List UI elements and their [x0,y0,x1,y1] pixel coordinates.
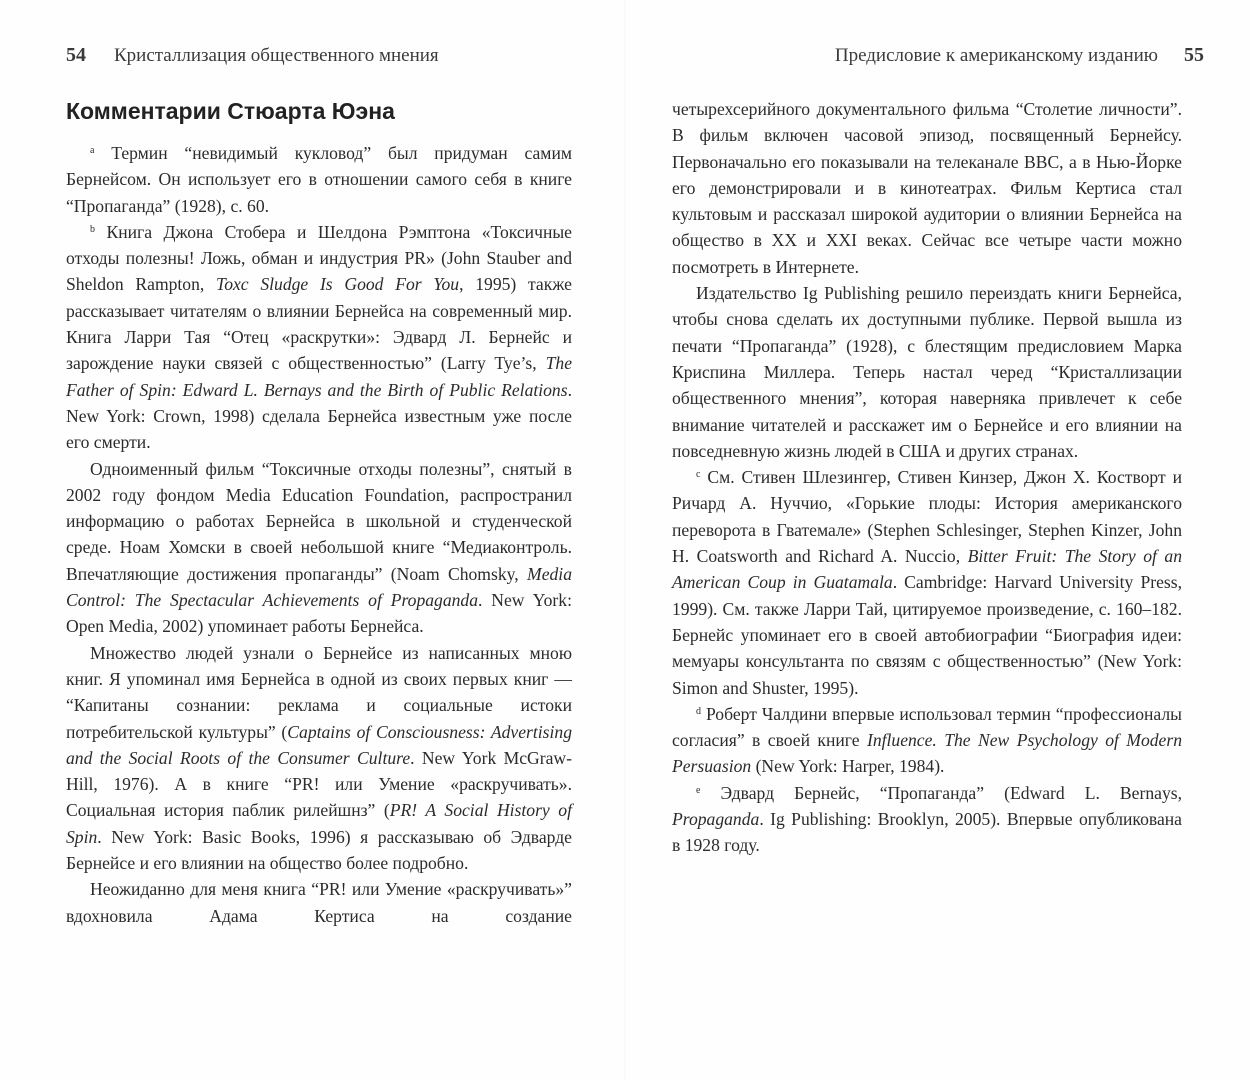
note-a [66,140,572,219]
right-body-text [672,96,1182,859]
paragraph-film-title: Media Control: The Spectacular Achievements of Propaganda [66,563,572,611]
paragraph-continuation [672,96,1182,280]
paragraph-film-text-2: . New York: Open Media, 2002) упоминает работы Бернейса. [66,590,572,637]
paragraph-unexpected-text: Неожиданно для меня книга “PR! или Умение «раскручивать»” вдохновила Адама Кертиса на создание [66,879,572,926]
paragraph-many-title-1: Captains of Consciousness: Advertising and the Social Roots of the Consumer Culture [66,721,572,768]
note-e [672,780,1182,859]
paragraph-film-text-1: Одноименный фильм “Токсичные отходы полезны”, снятый в 2002 году фондом Media Education Foundation, распространил информацию о работах Бернейса в школьной и студенческой среде. Ноам Хомски в своей небольшой книге “Медиаконтроль. Впечатляющие достижения пропаганды” (Noam Chomsky, [66,458,572,584]
note-marker-c: c [696,469,701,481]
paragraph-unexpected [66,876,572,929]
note-c-text-1: См. Стивен Шлезингер, Стивен Кинзер, Джон Х. Костворт и Ричард А. Нуччио, «Горькие плоды: История американского переворота в Гватемале» (Stephen Schlesinger, Stephen Kinzer, John H. Coatsworth and Richard A. Nuccio, [672,467,1182,567]
note-d-title: Influence. The New Psychology of Modern Persuasion [672,730,1182,777]
note-d-text-1: Роберт Чалдини впервые использовал термин “профессионалы согласия” в своей книге [672,703,1182,751]
note-b-text-2: , 1995) также рассказывает читателям о влиянии Бернейса на современный мир. Книга Ларри Тая “Отец «раскрутки»: Эдвард Л. Бернейс и зарождение науки связей с общественностью” (Larry Tye’s, [66,274,572,374]
paragraph-publisher-text: Издательство Ig Publishing решило переиздать книги Бернейса, чтобы снова сделать их доступными публике. Первой вышла из печати “Пропаганда” (1928), с блестящим предисловием Марка Криспина Миллера. Теперь настал черед “Кристаллизации общественного мнения”, которая наверняка привлечет к себе внимание читателей и расскажет им о Бернейсе и его влиянии на повседневную жизнь людей в США и других странах. [672,283,1182,461]
note-marker-b: b [90,223,95,235]
note-e-text-1: Эдвард Бернейс, “Пропаганда” (Edward L. Bernays, [720,782,1182,803]
section-title: Комментарии Стюарта Юэна [66,98,395,124]
paragraph-many-title-2: PR! A Social History of Spin [66,800,572,847]
note-e-text-2: . Ig Publishing: Brooklyn, 2005). Впервые опубликована в 1928 году. [672,809,1182,856]
note-c [672,464,1182,701]
note-marker-d: d [696,705,701,717]
note-marker-e: e [696,784,701,796]
left-page-number: 54 [66,44,86,66]
note-marker-a: a [90,145,95,156]
note-e-title: Propaganda [672,809,760,830]
note-b-title-1: Toxc Sludge Is Good For You [216,274,460,295]
right-running-header [835,44,1204,67]
note-c-title: Bitter Fruit: The Story of an American Coup in Guatamala [672,546,1182,593]
left-body-text [66,140,572,929]
note-a-text: Термин “невидимый кукловод” был придуман самим Бернейсом. Он использует его в отношении самого себя в книге “Пропаганда” (1928), с. 60. [66,143,572,216]
right-running-head: Предисловие к американскому изданию [834,45,1158,66]
note-c-text-2: . Cambridge: Harvard University Press, 1999). См. также Ларри Тай, цитируемое произведение, с. 160–182. Бернейс упоминает его в своей автобиографии “Биография идеи: мемуары консультанта по связям с общественностью” (New York: Simon and Shuster, 1995). [672,572,1183,698]
note-d [672,701,1182,780]
left-running-head: Кристаллизация общественного мнения [114,45,439,66]
paragraph-many-text-3: . New York: Basic Books, 1996) я рассказываю об Эдварде Бернейсе и его влиянии на общество более подробно. [66,826,572,874]
left-running-header [66,44,439,67]
paragraph-film [66,456,572,640]
paragraph-publisher [672,280,1182,464]
paragraph-many-text-1: Множество людей узнали о Бернейсе из написанных мною книг. Я упоминал имя Бернейса в одной из своих первых книг — “Капитаны сознании: реклама и социальные истоки потребительской культуры” ( [66,642,572,742]
right-page-number: 55 [1184,44,1204,66]
paragraph-many-people [66,640,572,877]
note-b [66,219,572,456]
note-b-title-2: The Father of Spin: Edward L. Bernays and the Birth of Public Relations [66,353,572,400]
paragraph-many-text-2: . New York McGraw-Hill, 1976). А в книге “PR! или Умение «раскручивать». Социальная история паблик рилейшнз” ( [66,747,572,821]
paragraph-continuation-text: четырехсерийного документального фильма “Столетие личности”. В фильм включен часовой эпизод, посвященный Бернейсу. Первоначально его показывали на телеканале BBC, а в Нью-Йорке его демонстрировали и в кинотеатрах. Фильм Кертиса стал культовым и рассказал широкой аудитории о влиянии Бернейса на общество в XX и XXI веках. Сейчас все четыре части можно посмотреть в Интернете. [672,99,1182,277]
note-b-text-1: Книга Джона Стобера и Шелдона Рэмптона «Токсичные отходы полезны! Ложь, обман и индустрия PR» (John Stauber and Sheldon Rampton, [66,221,572,295]
note-b-text-3: . New York: Crown, 1998) сделала Бернейса известным уже после его смерти. [66,379,572,453]
note-d-text-2: (New York: Harper, 1984). [751,756,945,777]
